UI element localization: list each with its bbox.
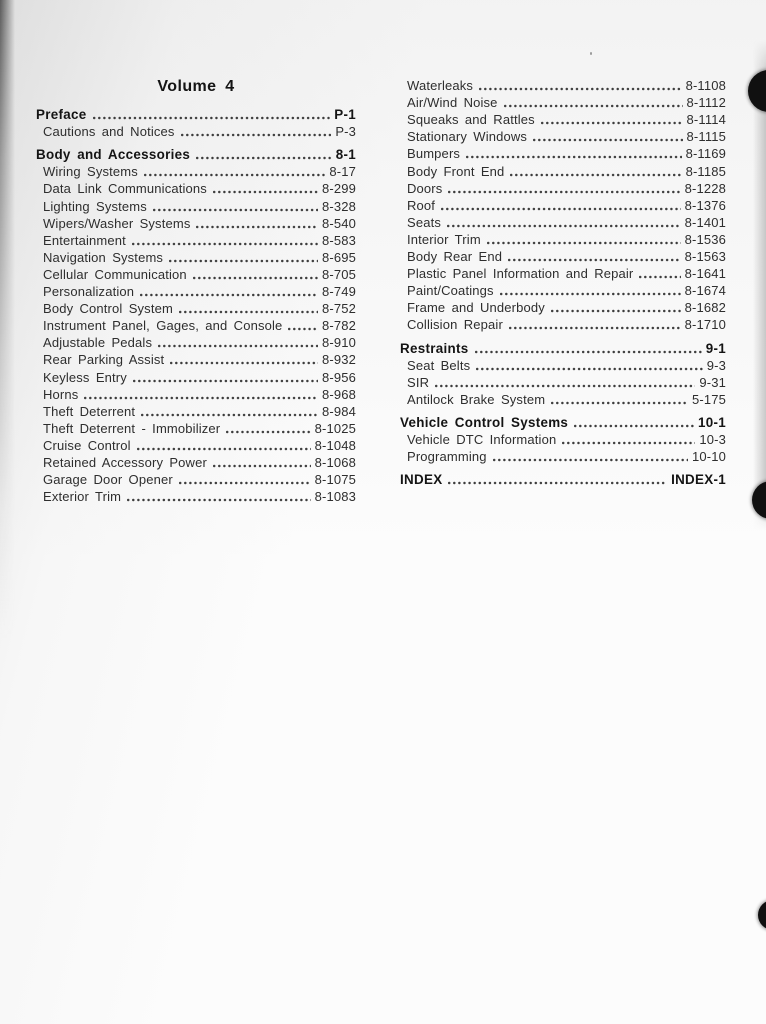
toc-entry-label: Vehicle Control Systems [400, 414, 569, 430]
toc-entry-page: P-3 [335, 124, 356, 140]
toc-entry-page: 8-752 [322, 301, 356, 317]
toc-entry-page: 8-583 [322, 232, 356, 248]
toc-row [36, 299, 356, 316]
toc-entry-page: 8-984 [322, 403, 356, 419]
toc-entry-page: INDEX-1 [671, 472, 726, 488]
toc-entry-label: Cellular Communication [43, 266, 187, 282]
toc-entry-page: 8-968 [322, 386, 356, 402]
toc-row [36, 385, 356, 402]
toc-entry-label: INDEX [400, 472, 443, 488]
toc-row [400, 373, 726, 390]
toc-row [36, 436, 356, 453]
toc-row [400, 356, 726, 373]
toc-row [400, 76, 726, 93]
toc-row [36, 333, 356, 350]
toc-entry-label: Navigation Systems [43, 249, 164, 265]
toc-entry-label: Data Link Communications [43, 181, 207, 197]
dot-leader [181, 133, 332, 137]
dot-leader [541, 121, 683, 125]
toc-row [36, 179, 356, 196]
toc-entry-page: 8-932 [322, 352, 356, 368]
toc-row [36, 122, 356, 139]
toc-entry-page: 8-1185 [685, 163, 726, 179]
toc-row [400, 196, 726, 213]
dot-leader [196, 156, 332, 160]
toc-row [400, 430, 726, 447]
toc-entry-page: 8-910 [322, 335, 356, 351]
toc-entry-page: 8-1112 [686, 95, 726, 111]
toc-entry-page: 5-175 [692, 391, 726, 407]
dot-leader [441, 207, 681, 211]
toc-entry-label: Restraints [400, 340, 469, 356]
toc-row [36, 282, 356, 299]
toc-row [36, 350, 356, 367]
toc-entry-page: 8-1401 [684, 214, 726, 230]
dot-leader [140, 293, 318, 297]
dot-leader [447, 224, 681, 228]
toc-row [400, 298, 726, 315]
toc-entry-label: Horns [43, 386, 79, 402]
dot-leader [169, 259, 318, 263]
toc-row [400, 413, 726, 430]
dot-leader [448, 190, 680, 194]
dot-leader [144, 173, 325, 177]
toc-row [400, 338, 726, 355]
toc-entry-label: Rear Parking Assist [43, 352, 165, 368]
toc-entry-page: P-1 [334, 107, 356, 123]
toc-row [36, 162, 356, 179]
toc-entry-label: Preface [36, 107, 87, 123]
toc-entry-page: 8-1376 [684, 197, 726, 213]
dot-leader [639, 275, 680, 279]
dot-leader [533, 138, 682, 142]
toc-entry-label: Bumpers [407, 146, 461, 162]
dot-leader [127, 498, 310, 502]
toc-entry-page: 8-1025 [314, 420, 356, 436]
toc-entry-page: 8-782 [322, 318, 356, 334]
toc-row [400, 127, 726, 144]
dot-leader [196, 225, 318, 229]
toc-row [400, 447, 726, 464]
dot-leader [562, 441, 695, 445]
toc-entry-label: Programming [407, 449, 487, 465]
page-edge-shadow [753, 40, 766, 530]
toc-entry-label: Wipers/Washer Systems [43, 215, 191, 231]
toc-row [400, 93, 726, 110]
toc-entry-label: Body Rear End [407, 249, 503, 265]
toc-row [36, 231, 356, 248]
toc-entry-page: 8-1083 [314, 489, 356, 505]
toc-entry-label: Cruise Control [43, 437, 131, 453]
toc-entry-label: Doors [407, 180, 443, 196]
toc-entry-label: Antilock Brake System [407, 391, 546, 407]
toc-entry-label: Body and Accessories [36, 147, 191, 163]
dot-leader [170, 361, 318, 365]
book-binding-shadow [0, 0, 15, 640]
toc-row [400, 230, 726, 247]
toc-entry-page: 8-695 [322, 249, 356, 265]
toc-entry-page: 8-1115 [686, 129, 726, 145]
toc-entry-label: Theft Deterrent [43, 403, 136, 419]
dot-leader [141, 413, 318, 417]
toc-entry-page: 9-1 [705, 340, 726, 356]
dot-leader [479, 87, 682, 91]
dot-leader [551, 401, 688, 405]
dot-leader [493, 458, 688, 462]
toc-entry-label: Collision Repair [407, 317, 503, 333]
toc-entry-label: Air/Wind Noise [407, 95, 498, 111]
dot-leader [466, 155, 682, 159]
dot-leader [508, 258, 680, 262]
dot-leader [193, 276, 318, 280]
dot-leader [288, 327, 318, 331]
toc-row [400, 161, 726, 178]
toc-entry-label: Lighting Systems [43, 198, 147, 214]
dot-leader [448, 481, 667, 485]
toc-row [36, 248, 356, 265]
dot-leader [504, 104, 683, 108]
toc-row [36, 105, 356, 122]
toc-row [400, 281, 726, 298]
toc-entry-page: 8-1 [335, 147, 356, 163]
toc-row [36, 487, 356, 504]
toc-entry-page: 8-328 [322, 198, 356, 214]
toc-row [36, 145, 356, 162]
toc-column-right [400, 76, 726, 487]
toc-entry-label: Cautions and Notices [43, 124, 175, 140]
toc-entry-page: 8-705 [322, 266, 356, 282]
toc-entry-page: 8-1108 [685, 78, 726, 94]
toc-column-left [36, 76, 356, 504]
toc-entry-label: Personalization [43, 284, 135, 300]
toc-entry-page: 8-1075 [314, 472, 356, 488]
toc-entry-page: 8-1536 [684, 231, 726, 247]
toc-entry-label: Seats [407, 214, 441, 230]
toc-entry-page: 8-540 [322, 215, 356, 231]
dot-leader [137, 447, 311, 451]
toc-entry-page: 8-1641 [684, 266, 726, 282]
dot-leader [133, 379, 318, 383]
toc-entry-label: Plastic Panel Information and Repair [407, 266, 634, 282]
dot-leader [179, 310, 318, 314]
toc-entry-page: 8-956 [322, 369, 356, 385]
toc-entry-label: Frame and Underbody [407, 300, 545, 316]
dot-leader [500, 292, 681, 296]
toc-entry-label: Wiring Systems [43, 164, 138, 180]
dot-leader [510, 173, 681, 177]
toc-entry-page: 8-1228 [684, 180, 726, 196]
toc-entry-label: Paint/Coatings [407, 283, 494, 299]
dot-leader [132, 242, 318, 246]
toc-row [400, 213, 726, 230]
toc-entry-page: 10-10 [692, 449, 726, 465]
toc-entry-label: Waterleaks [407, 78, 474, 94]
toc-row [400, 470, 726, 487]
toc-entry-page: 8-1169 [685, 146, 726, 162]
toc-entry-label: Roof [407, 197, 436, 213]
dot-leader [84, 396, 318, 400]
dot-leader [213, 190, 318, 194]
toc-row [36, 470, 356, 487]
dot-leader [226, 430, 310, 434]
scan-speck [590, 52, 592, 55]
toc-entry-page: 9-3 [706, 357, 726, 373]
toc-row [400, 315, 726, 332]
dot-leader [435, 384, 695, 388]
toc-entry-label: Entertainment [43, 232, 126, 248]
dot-leader [213, 464, 311, 468]
toc-row [36, 316, 356, 333]
toc-entry-page: 8-749 [322, 284, 356, 300]
toc-row [400, 144, 726, 161]
dot-leader [509, 326, 681, 330]
toc-row [36, 419, 356, 436]
toc-entry-label: Keyless Entry [43, 369, 127, 385]
dot-leader [475, 350, 702, 354]
toc-entry-page: 9-31 [699, 374, 726, 390]
dot-leader [476, 367, 702, 371]
dot-leader [158, 344, 318, 348]
toc-row [400, 247, 726, 264]
toc-entry-label: SIR [407, 374, 430, 390]
toc-entry-label: Vehicle DTC Information [407, 431, 557, 447]
toc-entry-label: Squeaks and Rattles [407, 112, 535, 128]
toc-entry-label: Interior Trim [407, 231, 481, 247]
toc-entry-label: Body Control System [43, 301, 173, 317]
toc-entry-label: Adjustable Pedals [43, 335, 153, 351]
toc-row [36, 402, 356, 419]
toc-entry-page: 8-1563 [684, 249, 726, 265]
toc-row [400, 179, 726, 196]
toc-row [400, 390, 726, 407]
toc-row [400, 264, 726, 281]
toc-entry-page: 8-1068 [314, 454, 356, 470]
toc-entry-page: 8-1114 [686, 112, 726, 128]
toc-entry-page: 8-1710 [684, 317, 726, 333]
toc-entry-page: 8-1682 [684, 300, 726, 316]
dot-leader [179, 481, 311, 485]
toc-row [36, 265, 356, 282]
toc-entry-page: 8-1674 [684, 283, 726, 299]
toc-row [36, 453, 356, 470]
toc-entry-label: Retained Accessory Power [43, 454, 207, 470]
dot-leader [93, 116, 331, 120]
dot-leader [574, 424, 694, 428]
toc-entry-label: Seat Belts [407, 357, 471, 373]
toc-entry-page: 8-17 [329, 164, 356, 180]
toc-entry-label: Garage Door Opener [43, 472, 173, 488]
toc-entry-page: 8-1048 [314, 437, 356, 453]
toc-row [36, 367, 356, 384]
dot-leader [153, 208, 318, 212]
toc-entry-label: Theft Deterrent - Immobilizer [43, 420, 221, 436]
volume-title: Volume 4 [157, 78, 235, 95]
toc-entry-label: Instrument Panel, Gages, and Console [43, 318, 283, 334]
dot-leader [487, 241, 681, 245]
toc-entry-page: 10-3 [699, 431, 726, 447]
toc-row [36, 196, 356, 213]
toc-entry-page: 10-1 [697, 414, 726, 430]
toc-entry-label: Body Front End [407, 163, 505, 179]
toc-entry-label: Stationary Windows [407, 129, 528, 145]
toc-entry-page: 8-299 [322, 181, 356, 197]
toc-entry-label: Exterior Trim [43, 489, 122, 505]
toc-row [400, 110, 726, 127]
toc-row [36, 214, 356, 231]
dot-leader [551, 309, 681, 313]
